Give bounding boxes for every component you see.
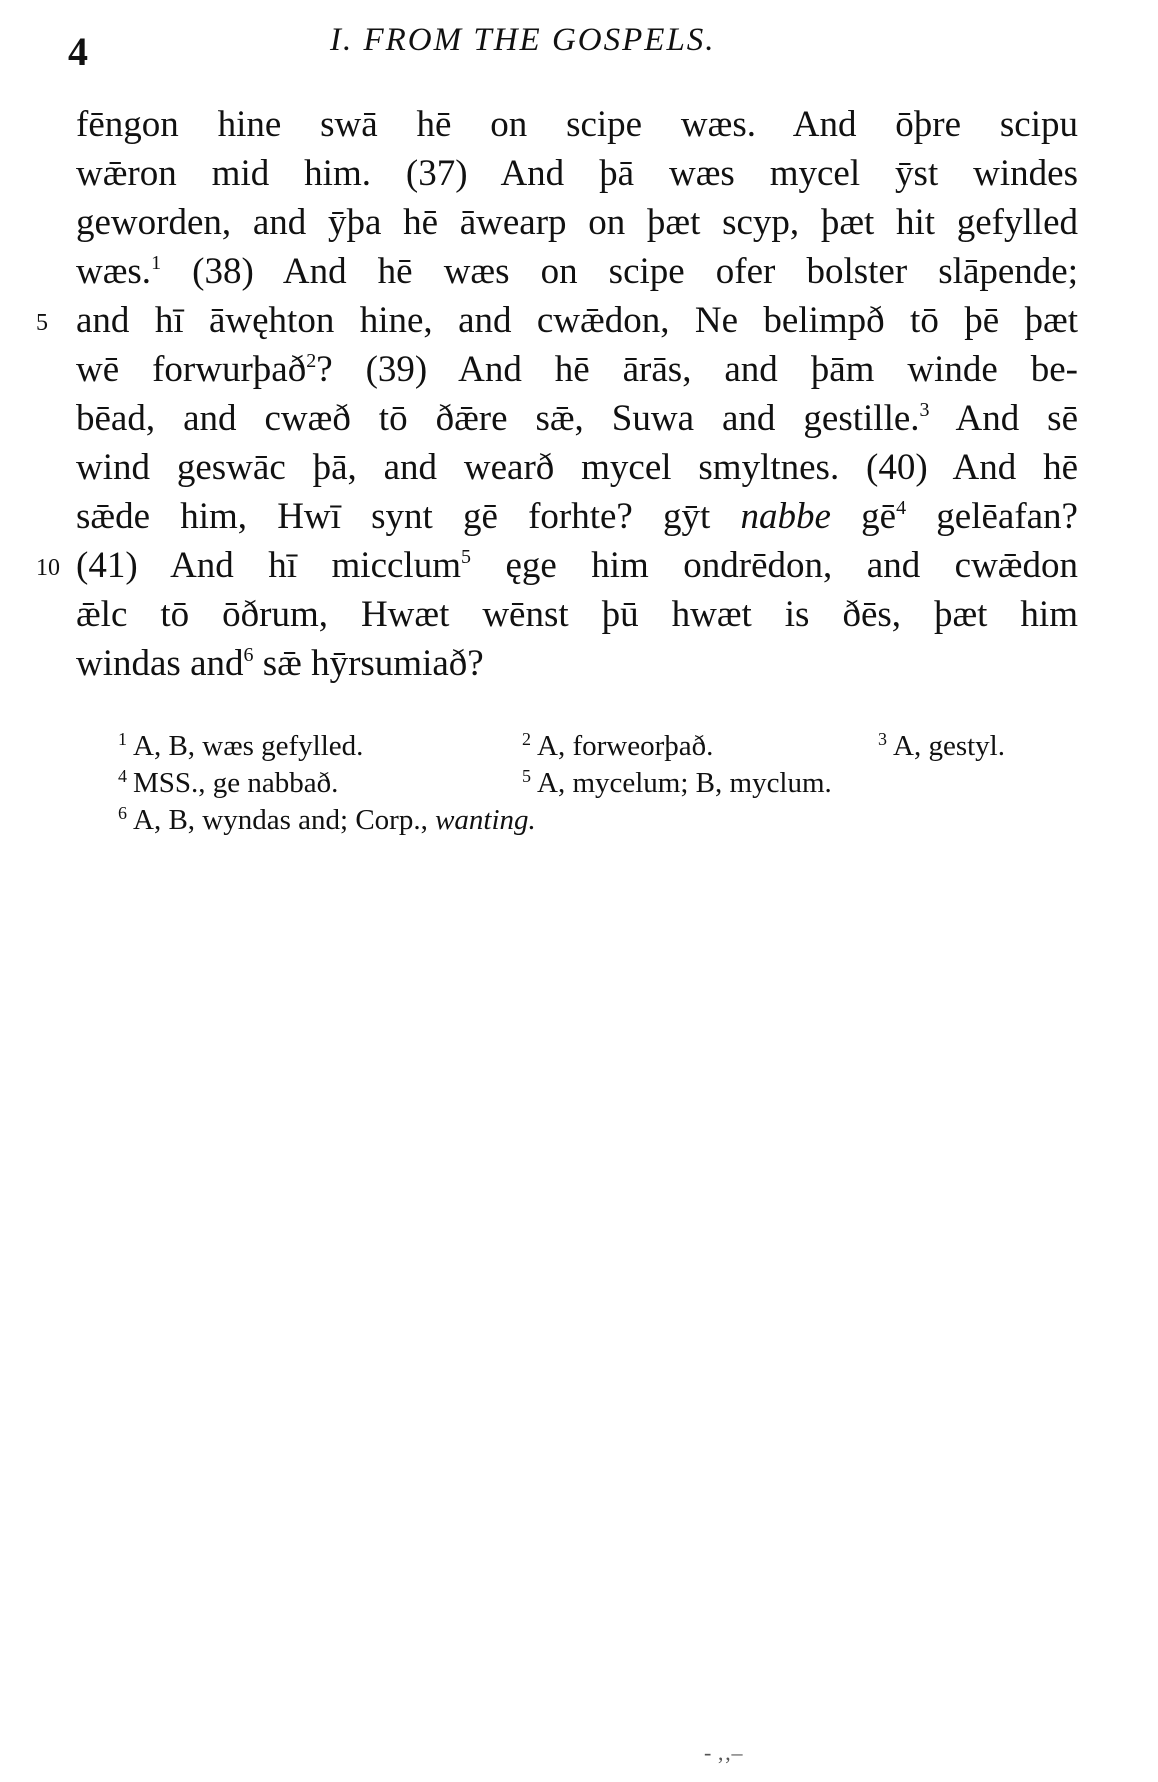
line-text: bēad, and cwæð tō ðǣre sǣ, Suwa and gestille. xyxy=(76,398,920,439)
running-head: I. FROM THE GOSPELS. xyxy=(330,22,716,58)
text-line xyxy=(76,149,1078,198)
footnote-number: 6 xyxy=(118,803,127,823)
footnote-text: A, mycelum; B, myclum. xyxy=(537,767,832,799)
footnote-number: 5 xyxy=(522,766,531,786)
line-text: gē xyxy=(830,496,897,537)
text-line xyxy=(76,443,1078,492)
footnote-text: A, forweorþað. xyxy=(537,730,714,762)
footnote-number: 4 xyxy=(118,766,127,786)
footnote xyxy=(118,802,536,839)
footnote-number: 2 xyxy=(522,729,531,749)
footnote-row xyxy=(118,728,1058,765)
footnote-ref: 3 xyxy=(919,399,930,421)
footnote-number: 1 xyxy=(118,729,127,749)
line-text: windas and xyxy=(76,643,244,684)
footnote-text: MSS., ge nabbað. xyxy=(133,767,339,799)
footnote-number: 3 xyxy=(878,729,887,749)
line-text: and hī āwęhton hine, and cwǣdon, Ne belimpð tō þē þæt xyxy=(76,300,1078,341)
text-line xyxy=(76,198,1078,247)
line-text: (38) And hē wæs on scipe ofer bolster slāpende; xyxy=(161,251,1078,292)
line-text: wind geswāc þā, and wearð mycel smyltnes. (40) And hē xyxy=(76,447,1078,488)
footnote-italic: wanting. xyxy=(435,804,536,836)
footnote-row xyxy=(118,802,1058,839)
footnote-text: A, gestyl. xyxy=(893,730,1005,762)
line-text: And sē xyxy=(929,398,1079,439)
text-line xyxy=(76,639,1078,688)
scan-mark: ‐ ‚‚‒ xyxy=(704,1740,743,1765)
line-text: wǣron mid him. (37) And þā wæs mycel ȳst windes xyxy=(76,153,1078,194)
line-text: fēngon hine swā hē on scipe wæs. And ōþre scipu xyxy=(76,104,1078,145)
footnote-ref: 6 xyxy=(243,644,254,666)
line-number: 5 xyxy=(36,310,48,336)
line-text: geworden, and ȳþa hē āwearp on þæt scyp, þæt hit gefylled xyxy=(76,202,1078,243)
line-number: 10 xyxy=(36,555,60,581)
body-text xyxy=(36,100,1079,688)
line-text: ęge him ondrēdon, and cwǣdon xyxy=(470,545,1078,586)
footnote-ref: 5 xyxy=(460,546,471,568)
footnote-text: A, B, wæs gefylled. xyxy=(133,730,364,762)
text-line xyxy=(76,345,1078,394)
footnote-ref: 1 xyxy=(151,252,162,274)
text-line xyxy=(76,247,1078,296)
line-text: ? (39) And hē ārās, and þām winde be- xyxy=(316,349,1079,390)
line-text: wæs. xyxy=(76,251,152,292)
line-text: gelēafan? xyxy=(906,496,1078,537)
footnote xyxy=(522,728,713,765)
line-text: sǣde him, Hwī synt gē forhte? gȳt xyxy=(76,496,741,537)
footnote xyxy=(878,728,1005,765)
line-text: wē forwurþað xyxy=(76,349,307,390)
text-line xyxy=(76,590,1078,639)
footnote xyxy=(118,765,338,802)
line-text: (41) And hī micclum xyxy=(76,545,461,586)
text-line xyxy=(36,541,1078,590)
footnote-text: A, B, wyndas and; Corp., xyxy=(133,804,436,836)
text-line xyxy=(76,394,1078,443)
line-text: sǣ hȳrsumiað? xyxy=(253,643,484,684)
text-line xyxy=(76,492,1078,541)
footnote-ref: 4 xyxy=(896,497,907,519)
text-line xyxy=(76,100,1078,149)
footnote-ref: 2 xyxy=(306,350,317,372)
footnote xyxy=(522,765,832,802)
footnotes xyxy=(118,728,1058,839)
line-text: ǣlc tō ōðrum, Hwæt wēnst þū hwæt is ðēs, þæt him xyxy=(76,594,1078,635)
text-line xyxy=(36,296,1078,345)
page-number: 4 xyxy=(68,29,88,74)
footnote xyxy=(118,728,363,765)
italic-word: nabbe xyxy=(740,496,831,537)
footnote-row xyxy=(118,765,1058,802)
